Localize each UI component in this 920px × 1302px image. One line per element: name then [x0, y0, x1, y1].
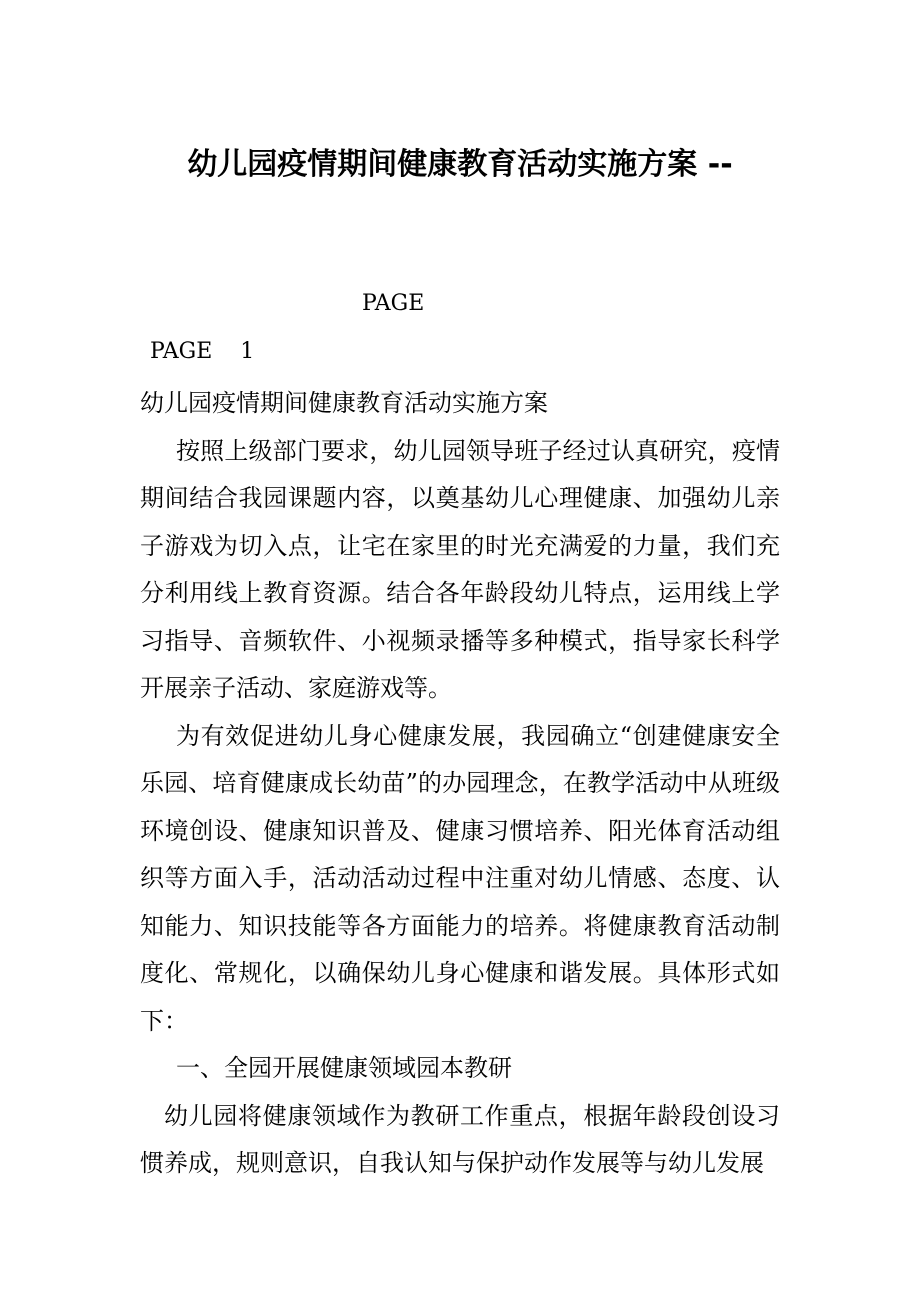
page-field-header: PAGE	[362, 291, 425, 316]
document-title: 幼儿园疫情期间健康教育活动实施方案 --	[187, 147, 733, 182]
paragraph-1: 按照上级部门要求，幼儿园领导班子经过认真研究，疫情期间结合我园课题内容，以奠基幼儿心理健康、加强幼儿亲子游戏为切入点，让宅在家里的时光充满爱的力量，我们充分利用线上教育资源。结合各年龄段幼儿特点，运用线上学习指导、音频软件、小视频录播等多种模式，指导家长科学开展亲子活动、家庭游戏等。	[140, 436, 780, 702]
page-field-number: PAGE 1	[150, 339, 255, 364]
document-body	[140, 380, 780, 1188]
document-subtitle: 幼儿园疫情期间健康教育活动实施方案	[140, 389, 548, 417]
section-1-paragraph: 幼儿园将健康领域作为教研工作重点，根据年龄段创设习惯养成，规则意识，自我认知与保护动作发展等与幼儿发展	[140, 1101, 780, 1177]
paragraph-2: 为有效促进幼儿身心健康发展，我园确立“创建健康安全乐园、培育健康成长幼苗”的办园理念，在教学活动中从班级环境创设、健康知识普及、健康习惯培养、阳光体育活动组织等方面入手，活动活动过程中注重对幼儿情感、态度、认知能力、知识技能等各方面能力的培养。将健康教育活动制度化、常规化，以确保幼儿身心健康和谐发展。具体形式如下：	[140, 721, 780, 1035]
section-heading-1: 一、全园开展健康领域园本教研	[176, 1054, 512, 1082]
